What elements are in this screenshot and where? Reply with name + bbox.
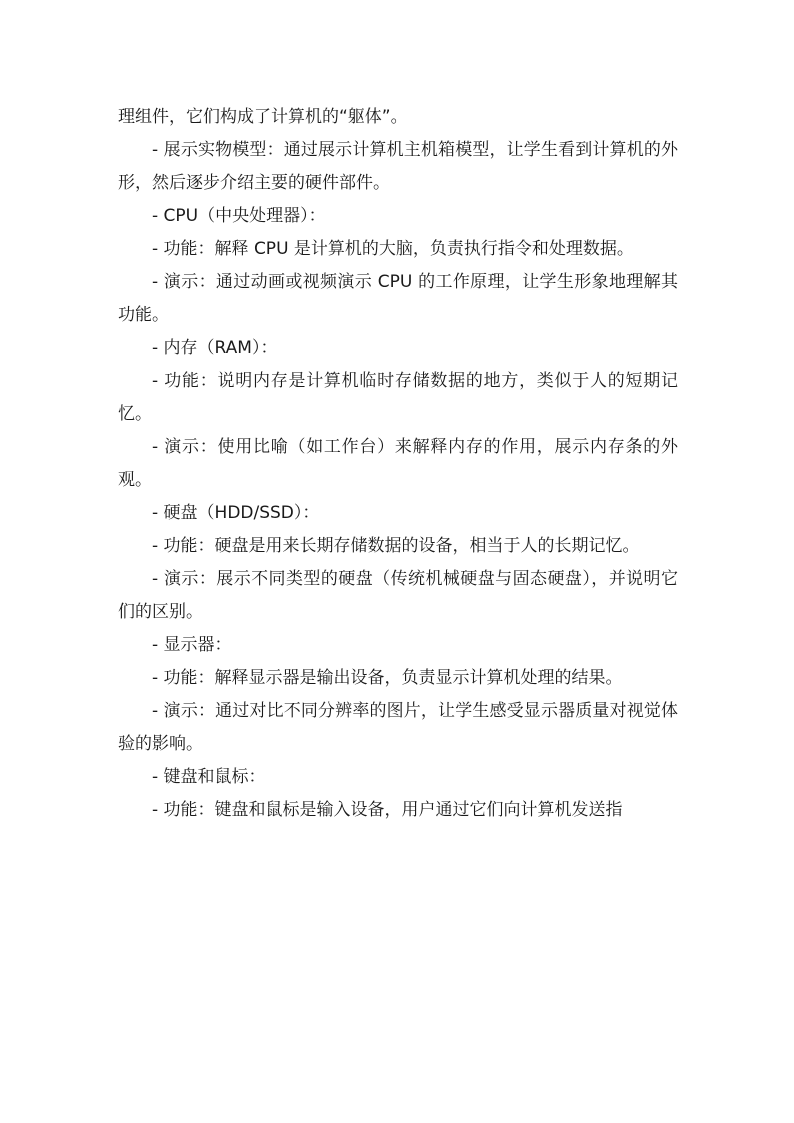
heading-cpu: - CPU（中央处理器）：	[152, 206, 326, 226]
heading-ram: - 内存（RAM）：	[152, 338, 278, 358]
paragraph-monitor-demo: - 演示：通过对比不同分辨率的图片，让学生感受显示器质量对视觉体验的影响。	[118, 701, 678, 754]
document-body	[118, 101, 678, 827]
paragraph-monitor-function: - 功能：解释显示器是输出设备，负责显示计算机处理的结果。	[152, 668, 623, 688]
paragraph-cpu-demo: - 演示：通过动画或视频演示 CPU 的工作原理，让学生形象地理解其功能。	[118, 272, 678, 325]
heading-keyboard-mouse: - 键盘和鼠标：	[152, 767, 266, 787]
paragraph-cpu-function: - 功能：解释 CPU 是计算机的大脑，负责执行指令和处理数据。	[152, 239, 634, 259]
paragraph-disk-function: - 功能：硬盘是用来长期存储数据的设备，相当于人的长期记忆。	[152, 536, 640, 556]
paragraph-disk-demo: - 演示：展示不同类型的硬盘（传统机械硬盘与固态硬盘），并说明它们的区别。	[118, 569, 678, 622]
heading-monitor: - 显示器：	[152, 635, 232, 655]
paragraph-keyboard-mouse-function: - 功能：键盘和鼠标是输入设备，用户通过它们向计算机发送指	[152, 800, 623, 820]
paragraph-ram-function: - 功能：说明内存是计算机临时存储数据的地方，类似于人的短期记忆。	[118, 371, 678, 424]
paragraph-ram-demo: - 演示：使用比喻（如工作台）来解释内存的作用，展示内存条的外观。	[118, 437, 678, 490]
paragraph-intro-continuation: 理组件，它们构成了计算机的“躯体”。	[118, 107, 408, 127]
heading-disk: - 硬盘（HDD/SSD）：	[152, 503, 320, 523]
paragraph-show-model: - 展示实物模型：通过展示计算机主机箱模型，让学生看到计算机的外形，然后逐步介绍主要的硬件部件。	[118, 140, 678, 193]
